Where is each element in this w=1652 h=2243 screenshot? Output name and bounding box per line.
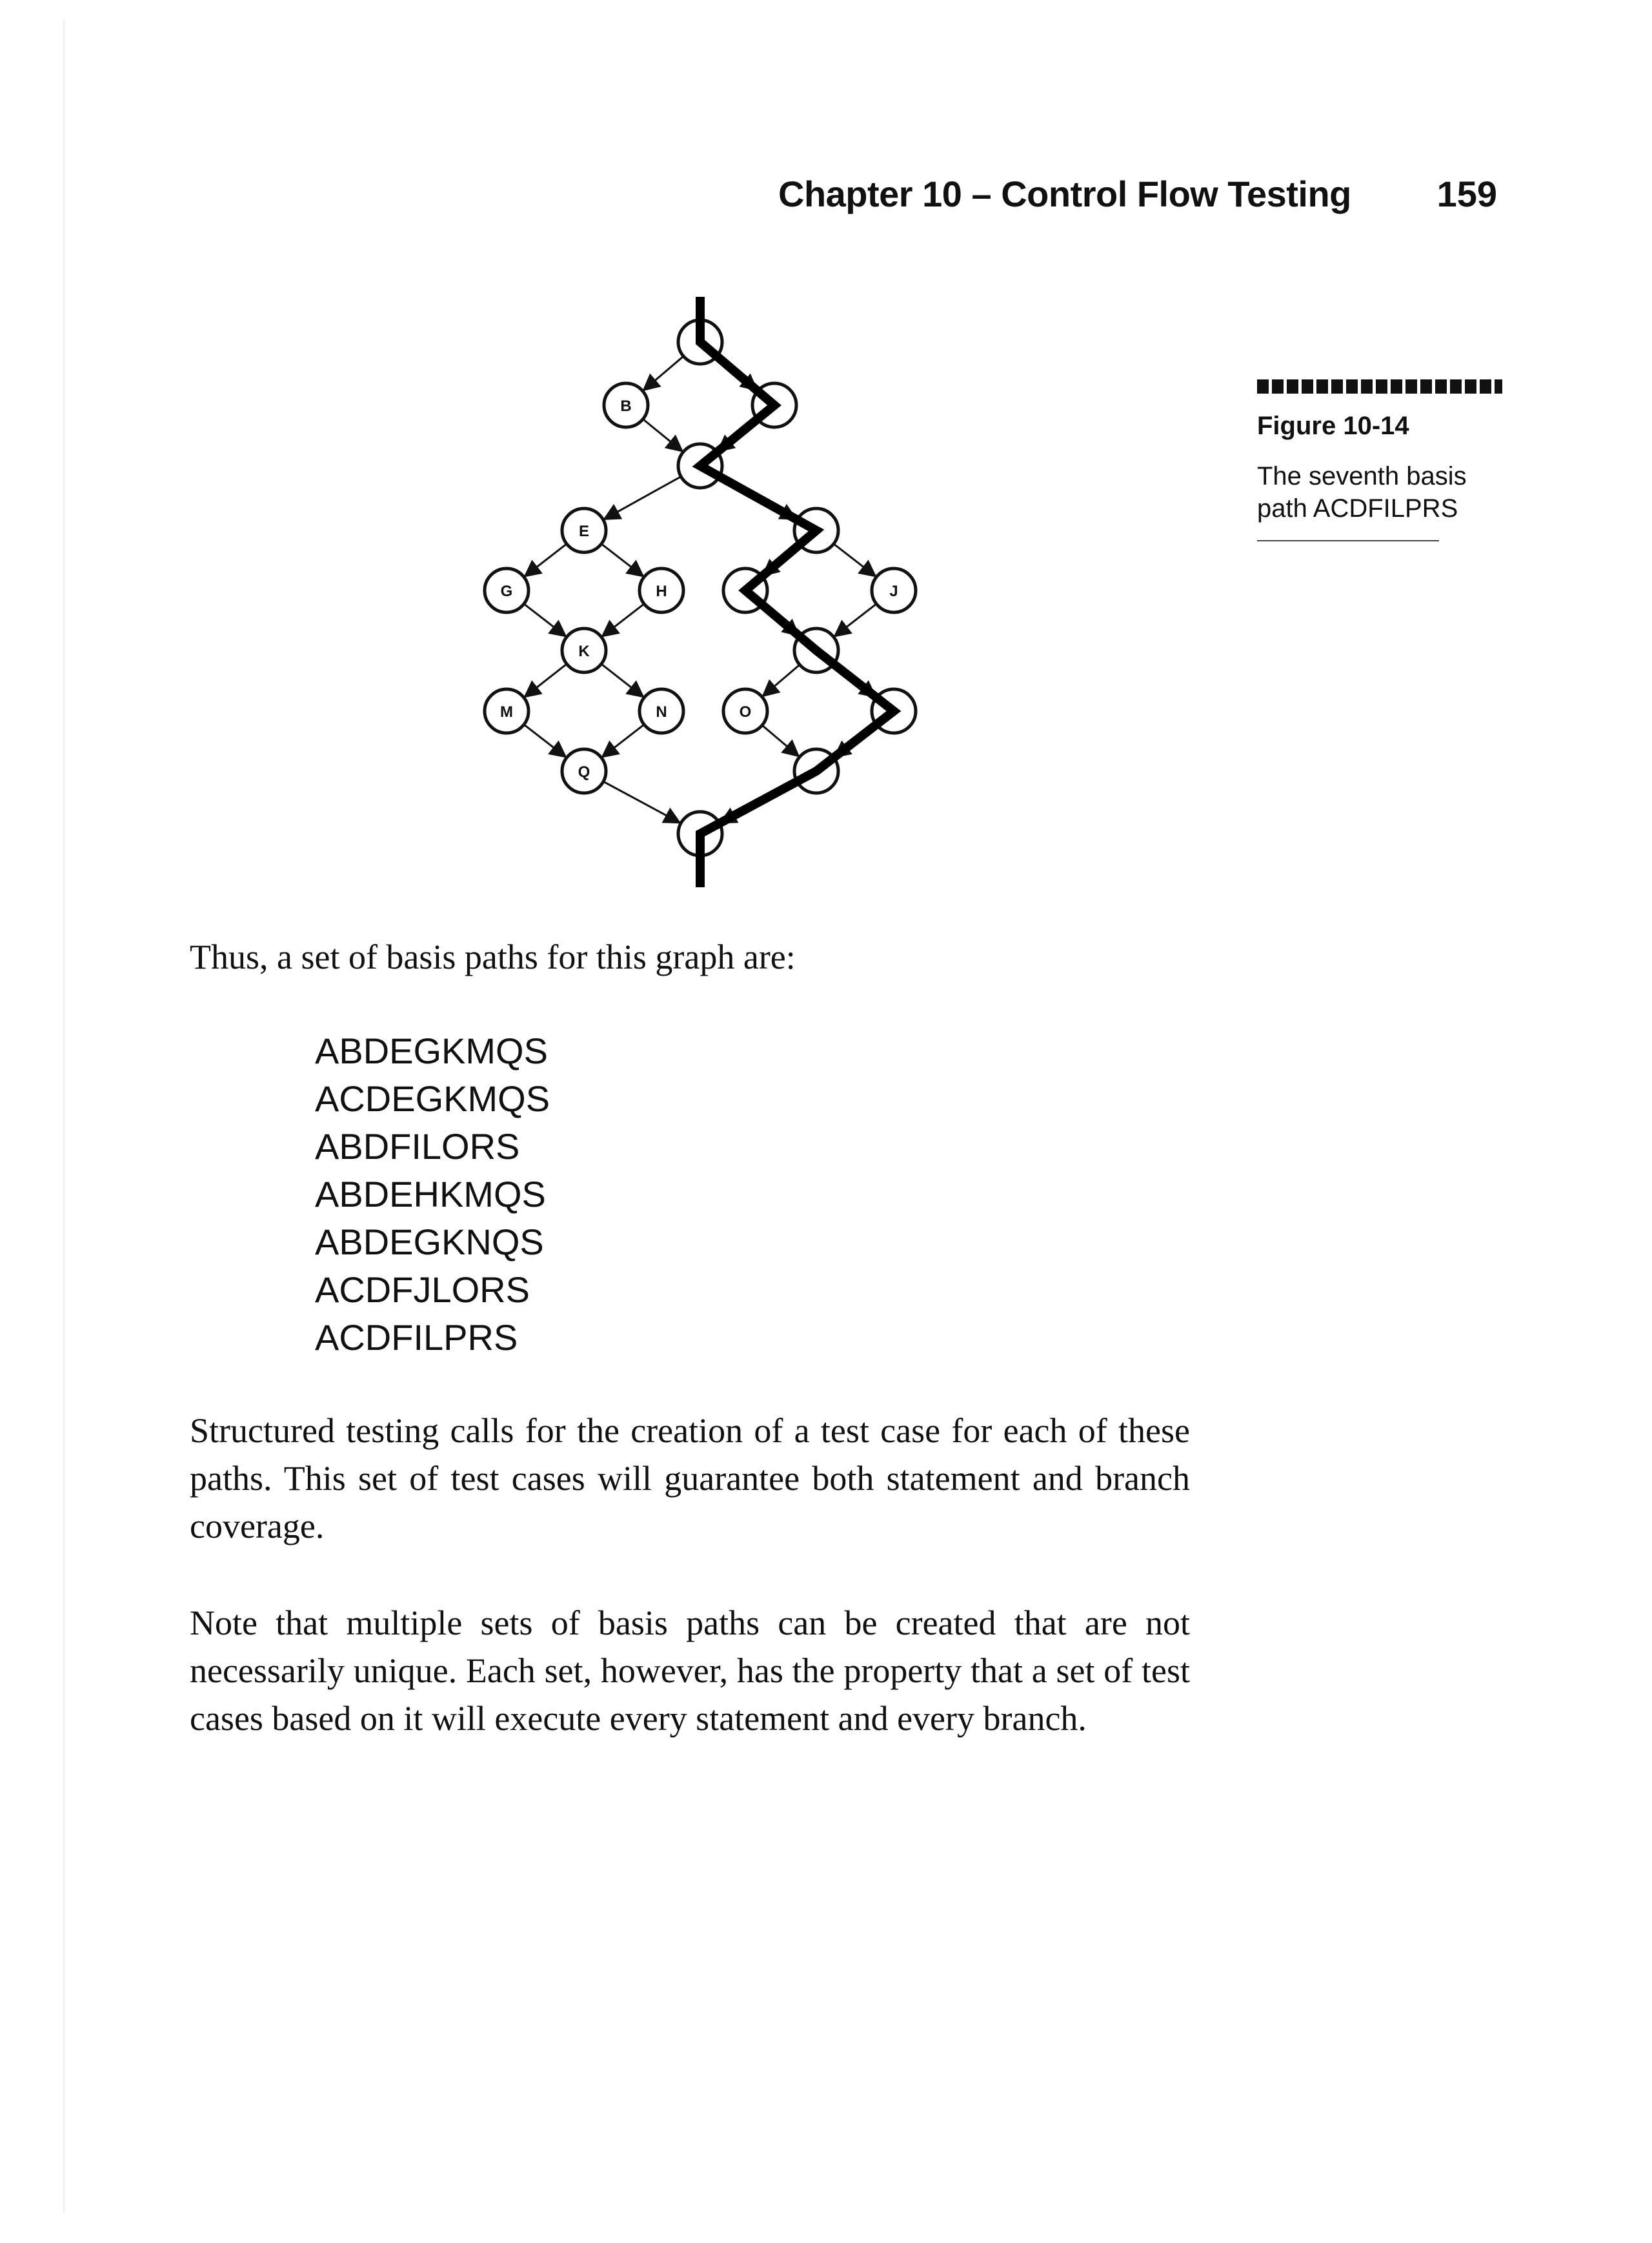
edge-k-n [601,664,643,697]
node-o [723,689,767,733]
edge-a-b [643,356,683,390]
graph-nodes [485,320,916,856]
figure-label: Figure 10-14 [1257,412,1409,440]
basis-path: ACDFILPRS [315,1317,518,1358]
sidebar-rule [1257,540,1439,541]
node-label: Q [578,763,590,781]
page-edge [63,19,65,2213]
node-m [485,689,529,733]
edge-e-h [601,544,643,576]
node-label: G [500,583,513,600]
node-label: N [656,703,667,721]
basis-path: ABDEGKNQS [315,1222,544,1262]
node-b [604,383,648,427]
running-header [710,173,1497,225]
edge-e-g [525,544,567,576]
basis-path: ABDEHKMQS [315,1174,546,1214]
node-label: O [739,703,752,721]
basis-path: ACDEGKMQS [315,1078,550,1119]
sidebar-bar [1257,379,1502,394]
node-label: H [656,583,667,600]
basis-path: ABDEGKMQS [315,1031,548,1071]
paragraph-text: Note that multiple sets of basis paths can be created that are not necessarily unique. Each set, however, has the property that a set of test cases based on it will execute every statement and every branch. [190,1604,1190,1738]
body-paragraph-1 [190,1407,1190,1550]
control-flow-graph [452,297,1097,890]
node-g [485,568,529,612]
basis-path: ABDFILORS [315,1126,520,1167]
edge-l-o [763,665,800,696]
basis-path: ACDFJLORS [315,1269,530,1310]
intro-text: Thus, a set of basis paths for this graph are: [190,938,796,976]
intro-paragraph [190,933,1190,981]
node-label: J [889,583,898,600]
edge-b-d [643,419,682,452]
edge-n-q [602,725,644,757]
node-e [562,508,606,552]
node-n [640,689,683,733]
chapter-title: Chapter 10 – Control Flow Testing [778,174,1351,214]
edge-f-j [834,544,876,576]
node-label: B [620,397,632,415]
node-label: M [500,703,513,721]
edge-o-r [762,725,799,756]
basis-paths-list [315,1027,550,1362]
edge-h-k [602,604,644,636]
body-paragraph-2 [190,1599,1190,1742]
edge-g-k [524,604,566,636]
page-number: 159 [1436,174,1497,214]
node-j [872,568,916,612]
edge-q-s [603,781,680,823]
node-q [562,749,606,793]
figure-sidebar [1257,379,1502,541]
node-h [640,568,683,612]
edge-k-m [525,664,567,697]
edge-j-l [834,604,876,636]
edge-d-e [604,477,681,519]
node-label: K [578,643,590,660]
node-label: E [578,523,590,540]
paragraph-text: Structured testing calls for the creation of a test case for each of these paths. This set of test cases will guarantee both statement and branch coverage. [190,1411,1190,1545]
node-k [562,629,606,672]
figure-caption: The seventh basis path ACDFILPRS [1257,462,1467,523]
edge-m-q [524,725,566,757]
